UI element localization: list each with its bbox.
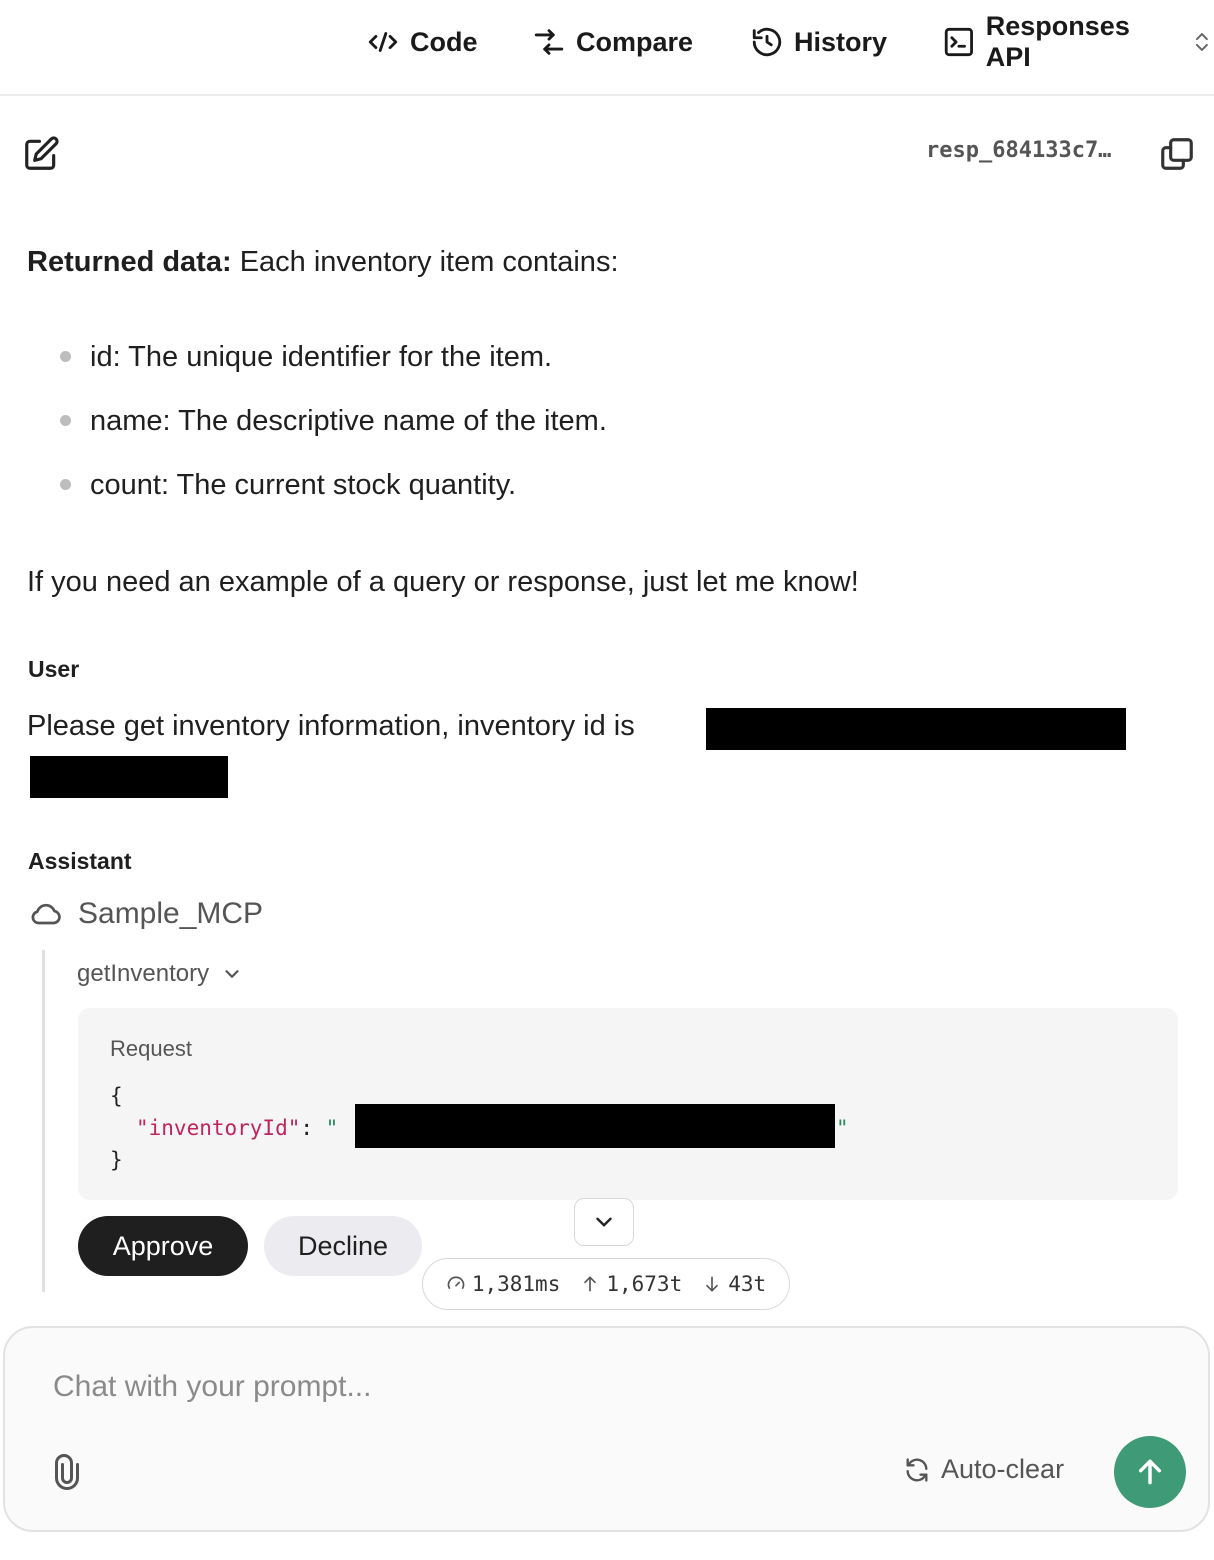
compare-label: Compare [576,26,694,57]
list-item: name: The descriptive name of the item. [27,398,607,462]
returned-data-line [27,242,619,282]
paperclip-icon[interactable] [49,1452,85,1492]
chat-composer [3,1326,1210,1532]
edit-icon[interactable] [22,135,60,173]
latency-stat [446,1272,561,1296]
compare-button[interactable] [532,22,693,62]
returned-data-label: Returned data: [27,246,232,278]
top-toolbar [0,0,1214,96]
usage-stats [422,1258,790,1310]
prompt-input[interactable] [51,1364,1155,1410]
json-colon: : [300,1116,326,1140]
redaction-block [355,1104,835,1148]
json-quote-close: " [836,1116,849,1140]
request-label: Request [110,1036,192,1061]
json-key: "inventoryId" [136,1116,301,1140]
code-icon [366,25,400,59]
auto-clear-toggle[interactable] [903,1454,1064,1485]
tool-server-name: Sample_MCP [78,897,264,930]
refresh-icon [903,1456,931,1484]
response-id: resp_684133c7… [926,138,1112,163]
history-icon [750,25,784,59]
code-key-line [136,1116,338,1140]
function-name: getInventory [77,960,210,987]
cloud-icon [28,896,64,932]
send-button[interactable] [1114,1436,1186,1508]
history-label: History [794,26,888,57]
api-selector[interactable] [942,11,1214,72]
code-label: Code [410,26,478,57]
json-quote-open: " [325,1116,339,1140]
assistant-role-label: Assistant [28,848,132,874]
gauge-icon [446,1274,466,1294]
compare-icon [532,25,566,59]
chevron-updown-icon [1190,30,1214,54]
list-item: count: The current stock quantity. [27,462,607,526]
request-panel [78,1008,1178,1200]
tokens-in-stat [580,1272,682,1296]
code-close-brace: } [110,1148,123,1172]
tokens-out-stat [702,1272,766,1296]
approve-button[interactable]: Approve [78,1216,248,1276]
redaction-block [706,708,1126,750]
chevron-down-icon [221,963,243,985]
code-button[interactable] [366,22,478,62]
arrow-up-icon [580,1274,600,1294]
tokens-out-value: 43t [728,1272,767,1296]
user-role-label: User [28,656,80,682]
redaction-block [30,756,228,798]
api-label: Responses API [985,11,1130,72]
arrow-down-icon [702,1274,722,1294]
copy-icon[interactable] [1158,135,1196,173]
closing-text: If you need an example of a query or response, just let me know! [27,566,859,598]
returned-data-text: Each inventory item contains: [231,246,619,278]
function-toggle[interactable] [77,960,243,988]
field-list [27,334,607,526]
latency-value: 1,381ms [471,1272,561,1296]
decline-button[interactable]: Decline [264,1216,422,1276]
tool-call-rail [42,950,45,1292]
list-item: id: The unique identifier for the item. [27,334,607,398]
tokens-in-value: 1,673t [606,1272,683,1296]
code-open-brace: { [110,1084,123,1108]
history-button[interactable] [750,22,887,62]
terminal-icon [942,25,976,59]
user-message: Please get inventory information, inventory id is [27,710,635,742]
scroll-down-button[interactable] [574,1198,634,1246]
arrow-up-icon [1134,1456,1166,1488]
tool-server [28,896,263,932]
auto-clear-label: Auto-clear [941,1454,1065,1484]
chevron-down-icon [591,1209,617,1235]
